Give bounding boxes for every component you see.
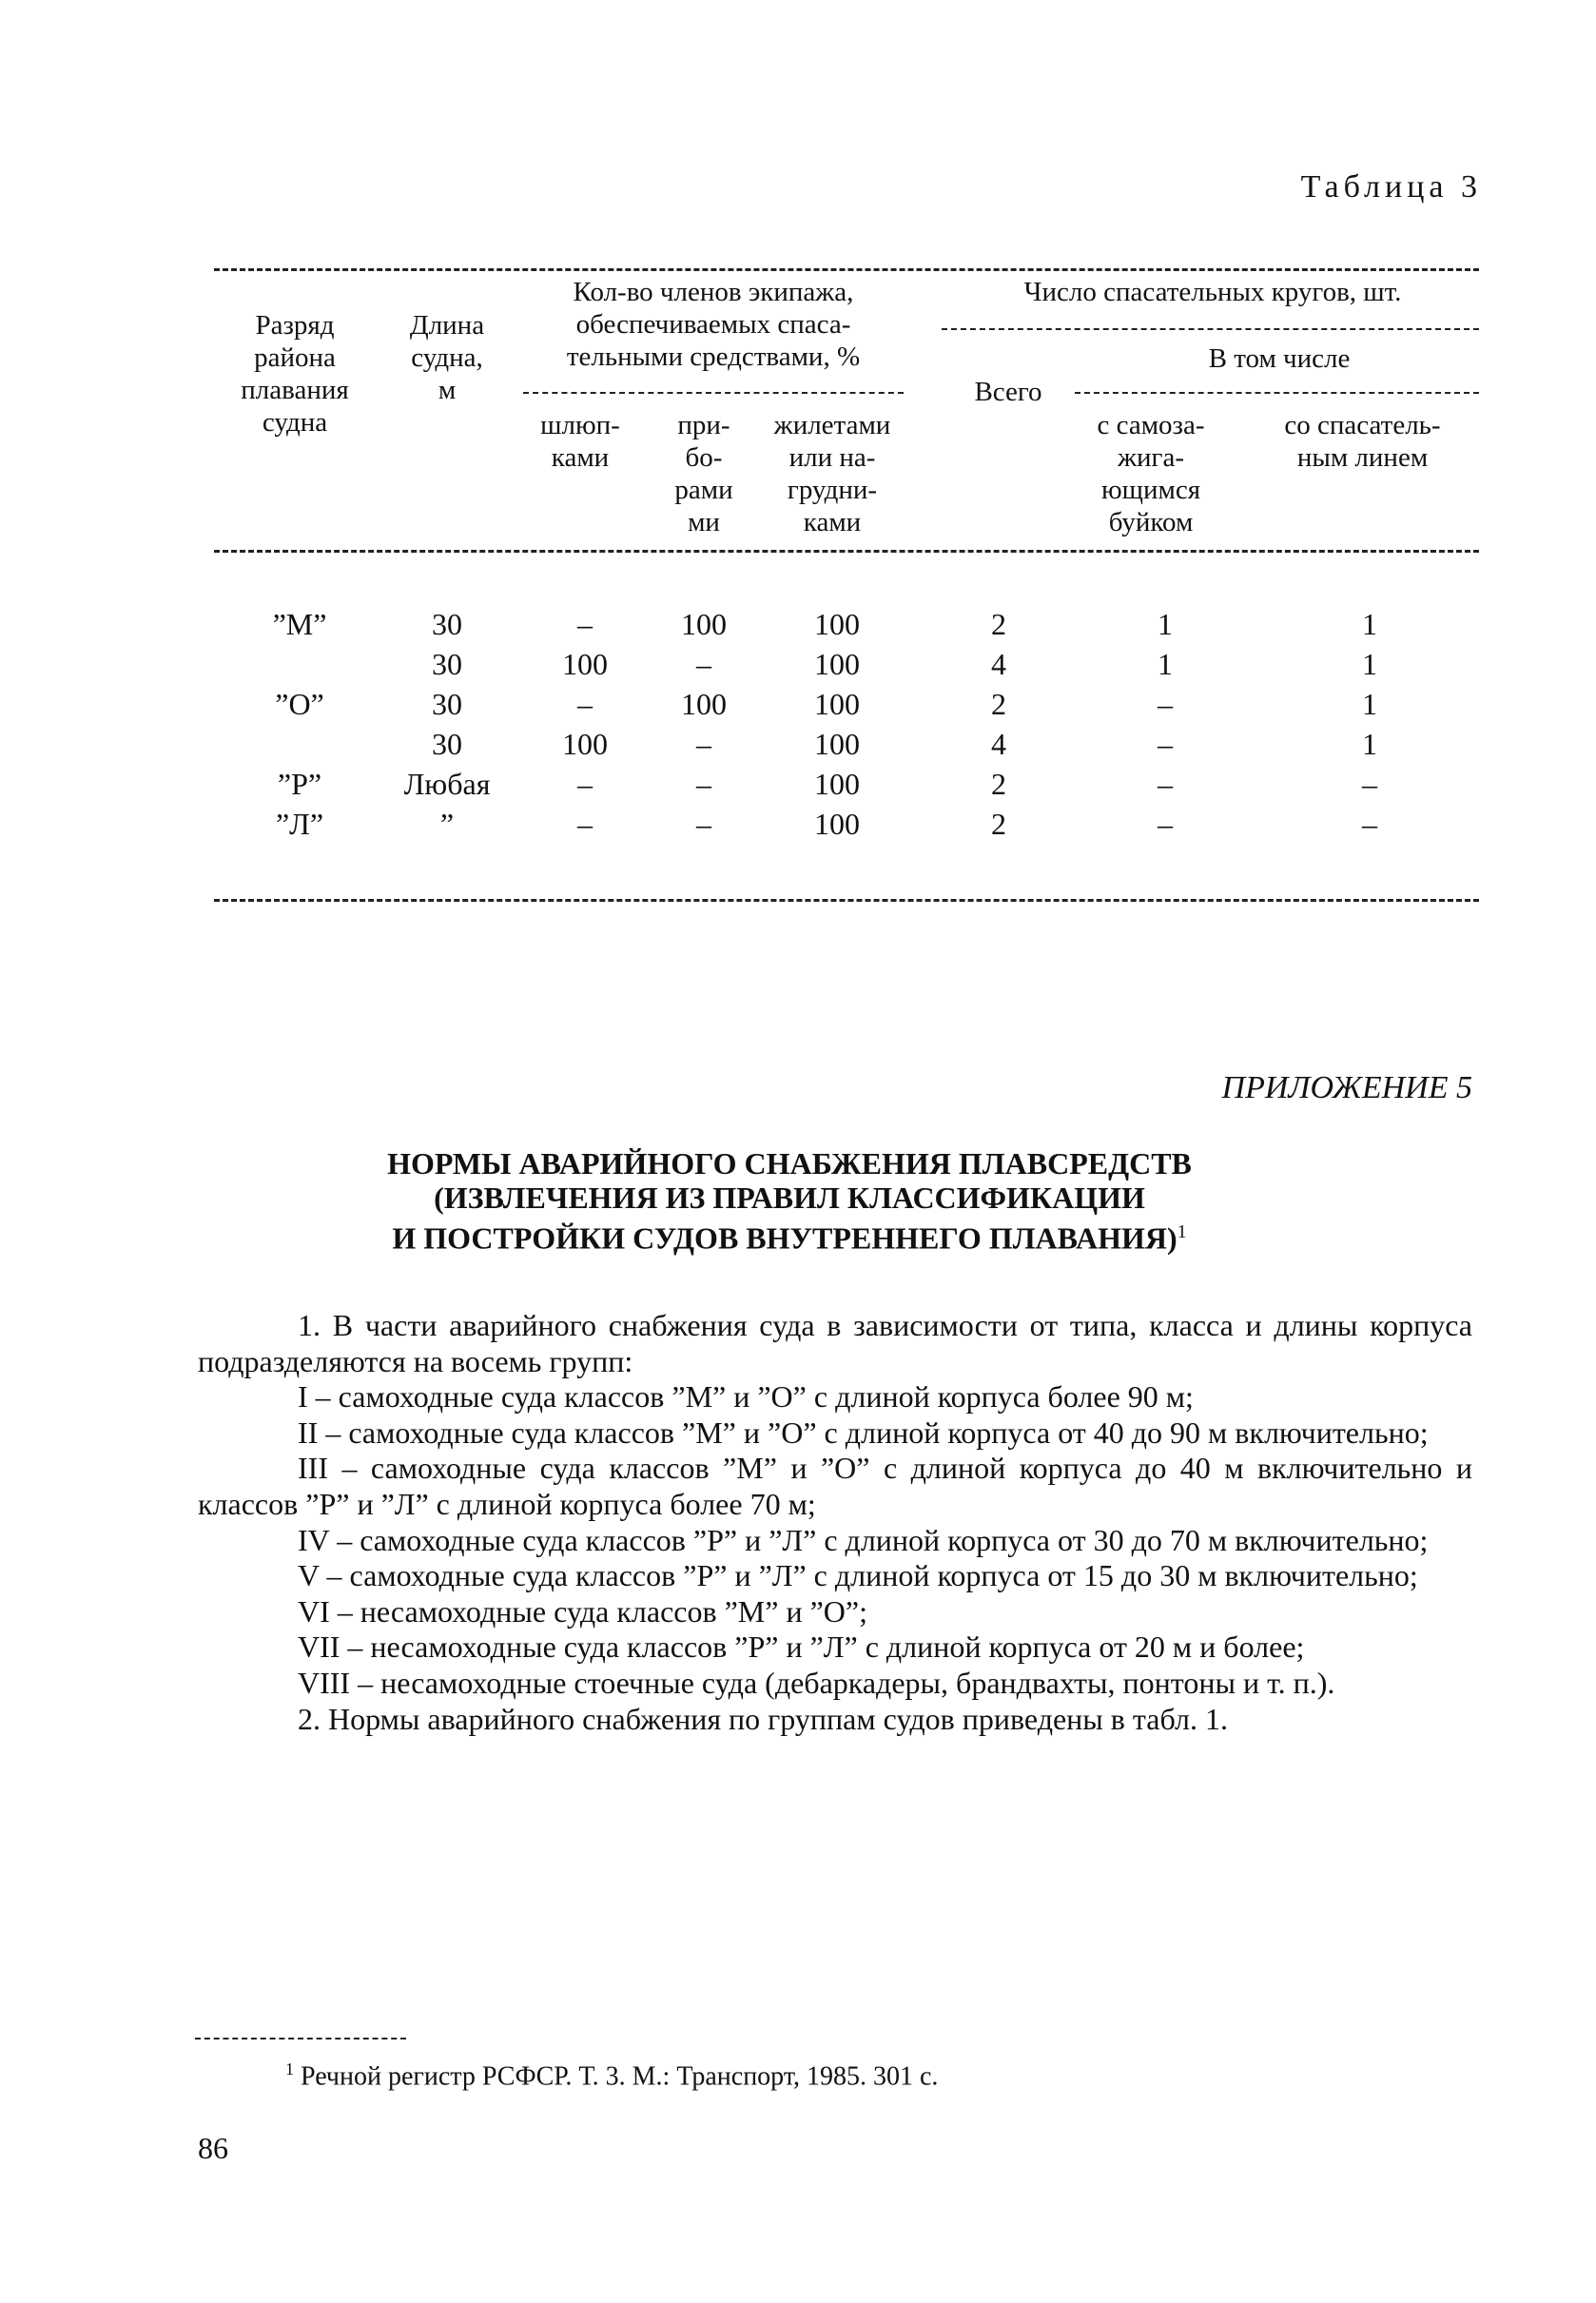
table-cell: 100 bbox=[814, 607, 860, 641]
paragraph: VII – несамоходные суда классов ”Р” и ”Л” с длиной корпуса от 20 м и более; bbox=[298, 1630, 1305, 1665]
table-cell: ”О” bbox=[275, 687, 324, 721]
table-cell: 4 bbox=[991, 647, 1006, 681]
footnote-ref[interactable]: 1 bbox=[1177, 1221, 1187, 1242]
body-text bbox=[198, 1308, 1472, 1737]
table-cell: 100 bbox=[681, 687, 727, 721]
table-cell: 1 bbox=[1362, 647, 1377, 681]
table-cell: – bbox=[577, 607, 593, 641]
section-title bbox=[219, 1146, 1360, 1256]
footnote-divider bbox=[195, 2038, 406, 2040]
table-cell: 1 bbox=[1362, 727, 1377, 761]
table-cell: 30 bbox=[432, 687, 462, 721]
table-cell: – bbox=[696, 647, 711, 681]
table-cell: 100 bbox=[814, 647, 860, 681]
footnote-text: Речной регистр РСФСР. Т. 3. М.: Транспорт, 1985. 301 с. bbox=[301, 2061, 939, 2092]
table-cell: ”Л” bbox=[275, 807, 324, 841]
table-cell: 4 bbox=[991, 727, 1006, 761]
paragraph: II – самоходные суда классов ”М” и ”О” с длиной корпуса от 40 до 90 м включительно; bbox=[298, 1415, 1429, 1450]
table-cell: 1 bbox=[1362, 687, 1377, 721]
table-cell: 30 bbox=[432, 647, 462, 681]
header-crew-group: Кол-во членов экипажа, обеспечиваемых спаса- тельными средствами, % bbox=[566, 277, 861, 372]
table-cell: ” bbox=[439, 807, 455, 841]
paragraph: I – самоходные суда классов ”М” и ”О” с длиной корпуса более 90 м; bbox=[298, 1379, 1194, 1415]
table-cell: Любая bbox=[403, 767, 491, 801]
title-line: (ИЗВЛЕЧЕНИЯ ИЗ ПРАВИЛ КЛАССИФИКАЦИИ bbox=[434, 1181, 1145, 1215]
table-cell: – bbox=[577, 767, 593, 801]
table-cell: 2 bbox=[991, 767, 1006, 801]
table-cell: 1 bbox=[1362, 607, 1377, 641]
header-self-igniting: с самоза- жига- ющимся буйком bbox=[1097, 410, 1205, 537]
table-top-rule bbox=[214, 268, 1479, 271]
table-cell: 30 bbox=[432, 727, 462, 761]
table-cell: – bbox=[1158, 807, 1173, 841]
incl-header-rule bbox=[1075, 392, 1479, 394]
table-cell: 30 bbox=[432, 607, 462, 641]
header-devices: при- бо- рами ми bbox=[674, 410, 733, 537]
paragraph: 1. В части аварийного снабжения суда в зависимости от типа, класса и длины корпуса подразделяются на восемь групп: bbox=[198, 1308, 1472, 1378]
table-cell: 100 bbox=[681, 607, 727, 641]
table-cell: – bbox=[696, 807, 711, 841]
table-cell: – bbox=[1158, 687, 1173, 721]
rings-header-rule bbox=[942, 328, 1479, 330]
title-line bbox=[219, 1215, 1360, 1256]
table-header-bottom-rule bbox=[214, 550, 1479, 553]
table-cell: 100 bbox=[562, 727, 608, 761]
crew-header-rule bbox=[523, 392, 904, 394]
header-with-line: со спасатель- ным линем bbox=[1284, 410, 1441, 473]
table-cell: – bbox=[1362, 807, 1377, 841]
header-length: Длина судна, м bbox=[409, 310, 485, 405]
table-cell: 100 bbox=[814, 687, 860, 721]
header-rank: Разряд района плавания судна bbox=[241, 310, 349, 438]
header-total: Всего bbox=[974, 377, 1042, 407]
paragraph: V – самоходные суда классов ”Р” и ”Л” с длиной корпуса от 15 до 30 м включительно; bbox=[298, 1558, 1418, 1593]
table-caption: Таблица 3 bbox=[1300, 169, 1482, 205]
table-cell: – bbox=[1158, 767, 1173, 801]
table-cell: – bbox=[1158, 727, 1173, 761]
table-cell: 1 bbox=[1158, 607, 1173, 641]
table-cell: ”Р” bbox=[277, 767, 322, 801]
title-line: НОРМЫ АВАРИЙНОГО СНАБЖЕНИЯ ПЛАВСРЕДСТВ bbox=[387, 1146, 1192, 1181]
table-cell: – bbox=[577, 807, 593, 841]
table-cell: – bbox=[1362, 767, 1377, 801]
paragraph: VI – несамоходные суда классов ”М” и ”О”; bbox=[298, 1593, 867, 1629]
appendix-label: ПРИЛОЖЕНИЕ 5 bbox=[1221, 1070, 1472, 1105]
table-cell: 1 bbox=[1158, 647, 1173, 681]
header-incl: В том числе bbox=[1208, 343, 1351, 374]
table-cell: 100 bbox=[814, 767, 860, 801]
header-rings-group: Число спасательных кругов, шт. bbox=[1023, 277, 1402, 307]
table-bottom-rule bbox=[214, 899, 1479, 902]
table-cell: – bbox=[696, 767, 711, 801]
paragraph: 2. Нормы аварийного снабжения по группам судов приведены в табл. 1. bbox=[298, 1701, 1228, 1736]
table-cell: 2 bbox=[991, 687, 1006, 721]
title-line-text: И ПОСТРОЙКИ СУДОВ ВНУТРЕННЕГО ПЛАВАНИЯ) bbox=[392, 1220, 1178, 1256]
paragraph: III – самоходные суда классов ”М” и ”О” с длиной корпуса до 40 м включительно и классов ”Р” и ”Л” с длиной корпуса более 70 м; bbox=[198, 1451, 1472, 1521]
table-cell: 2 bbox=[991, 607, 1006, 641]
paragraph: VIII – несамоходные стоечные суда (дебаркадеры, брандвахты, понтоны и т. п.). bbox=[298, 1665, 1335, 1700]
paragraph: IV – самоходные суда классов ”Р” и ”Л” с длиной корпуса от 30 до 70 м включительно; bbox=[298, 1522, 1429, 1557]
footnote-mark: 1 bbox=[285, 2059, 294, 2079]
page-number: 86 bbox=[198, 2131, 228, 2165]
table-cell: 100 bbox=[814, 807, 860, 841]
table-cell: ”М” bbox=[272, 607, 327, 641]
table-cell: – bbox=[577, 687, 593, 721]
header-vests: жилетами или на- грудни- ками bbox=[773, 410, 891, 537]
table-cell: 100 bbox=[562, 647, 608, 681]
table-cell: – bbox=[696, 727, 711, 761]
table-cell: 100 bbox=[814, 727, 860, 761]
footnote bbox=[285, 2059, 938, 2092]
table-cell: 2 bbox=[991, 807, 1006, 841]
header-boats: шлюп- ками bbox=[540, 410, 620, 473]
